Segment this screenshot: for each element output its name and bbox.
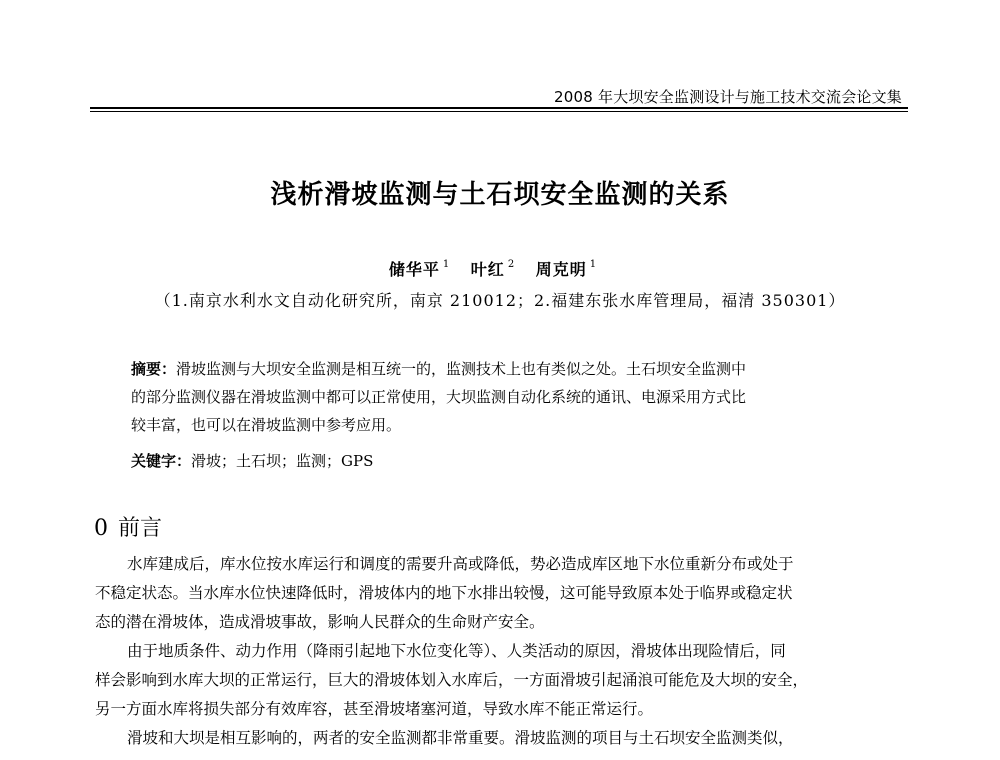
keywords [131, 450, 873, 471]
abstract-line: 较丰富，也可以在滑坡监测中参考应用。 [131, 416, 402, 434]
keywords-text: 滑坡；土石坝；监测；GPS [191, 452, 374, 470]
author-affiliation-mark: 1 [442, 259, 451, 270]
author-name: 周克明 [535, 260, 587, 279]
body-line: 样会影响到水库大坝的正常运行，巨大的滑坡体划入水库后，一方面滑坡引起涌浪可能危及大坝的安全， [95, 671, 809, 689]
author-affiliation-mark: 2 [507, 259, 516, 270]
abstract-label: 摘要： [131, 360, 177, 378]
body-line: 由于地质条件、动力作用（降雨引起地下水位变化等）、人类活动的原因，滑坡体出现险情后，同 [127, 642, 786, 660]
body-line: 不稳定状态。当水库水位快速降低时，滑坡体内的地下水排出较慢，这可能导致原本处于临界或稳定状 [95, 584, 793, 602]
keywords-label: 关键字： [131, 452, 192, 470]
header-rule-thin [90, 111, 908, 112]
author-name: 储华平 [388, 260, 440, 279]
author-affiliation-mark: 1 [589, 259, 598, 270]
section-heading [94, 511, 162, 542]
abstract-line [131, 355, 873, 383]
section-number: 0 [94, 516, 108, 541]
running-head: 2008 年大坝安全监测设计与施工技术交流会论文集 [554, 88, 902, 106]
body-line: 滑坡和大坝是相互影响的，两者的安全监测都非常重要。滑坡监测的项目与土石坝安全监测类似， [127, 729, 794, 747]
body-line: 另一方面水库将损失部分有效库容，甚至滑坡堵塞河道，导致水库不能正常运行。 [95, 700, 654, 718]
author-list [0, 257, 1000, 280]
section-title: 前言 [118, 516, 163, 541]
body-line: 水库建成后，库水位按水库运行和调度的需要升高或降低，势必造成库区地下水位重新分布或处于 [127, 555, 794, 573]
paper-title: 浅析滑坡监测与土石坝安全监测的关系 [270, 180, 730, 210]
header-rule-thick [90, 107, 908, 109]
abstract [131, 355, 873, 439]
affiliation: （1.南京水利水文自动化研究所，南京 210012；2.福建东张水库管理局，福清 350301） [154, 291, 846, 310]
abstract-line: 的部分监测仪器在滑坡监测中都可以正常使用，大坝监测自动化系统的通讯、电源采用方式比 [131, 388, 747, 406]
section-body [95, 550, 910, 753]
body-line: 态的潜在滑坡体，造成滑坡事故，影响人民群众的生命财产安全。 [95, 613, 545, 631]
abstract-text: 滑坡监测与大坝安全监测是相互统一的，监测技术上也有类似之处。土石坝安全监测中 [176, 360, 747, 378]
author-name: 叶红 [470, 260, 505, 279]
